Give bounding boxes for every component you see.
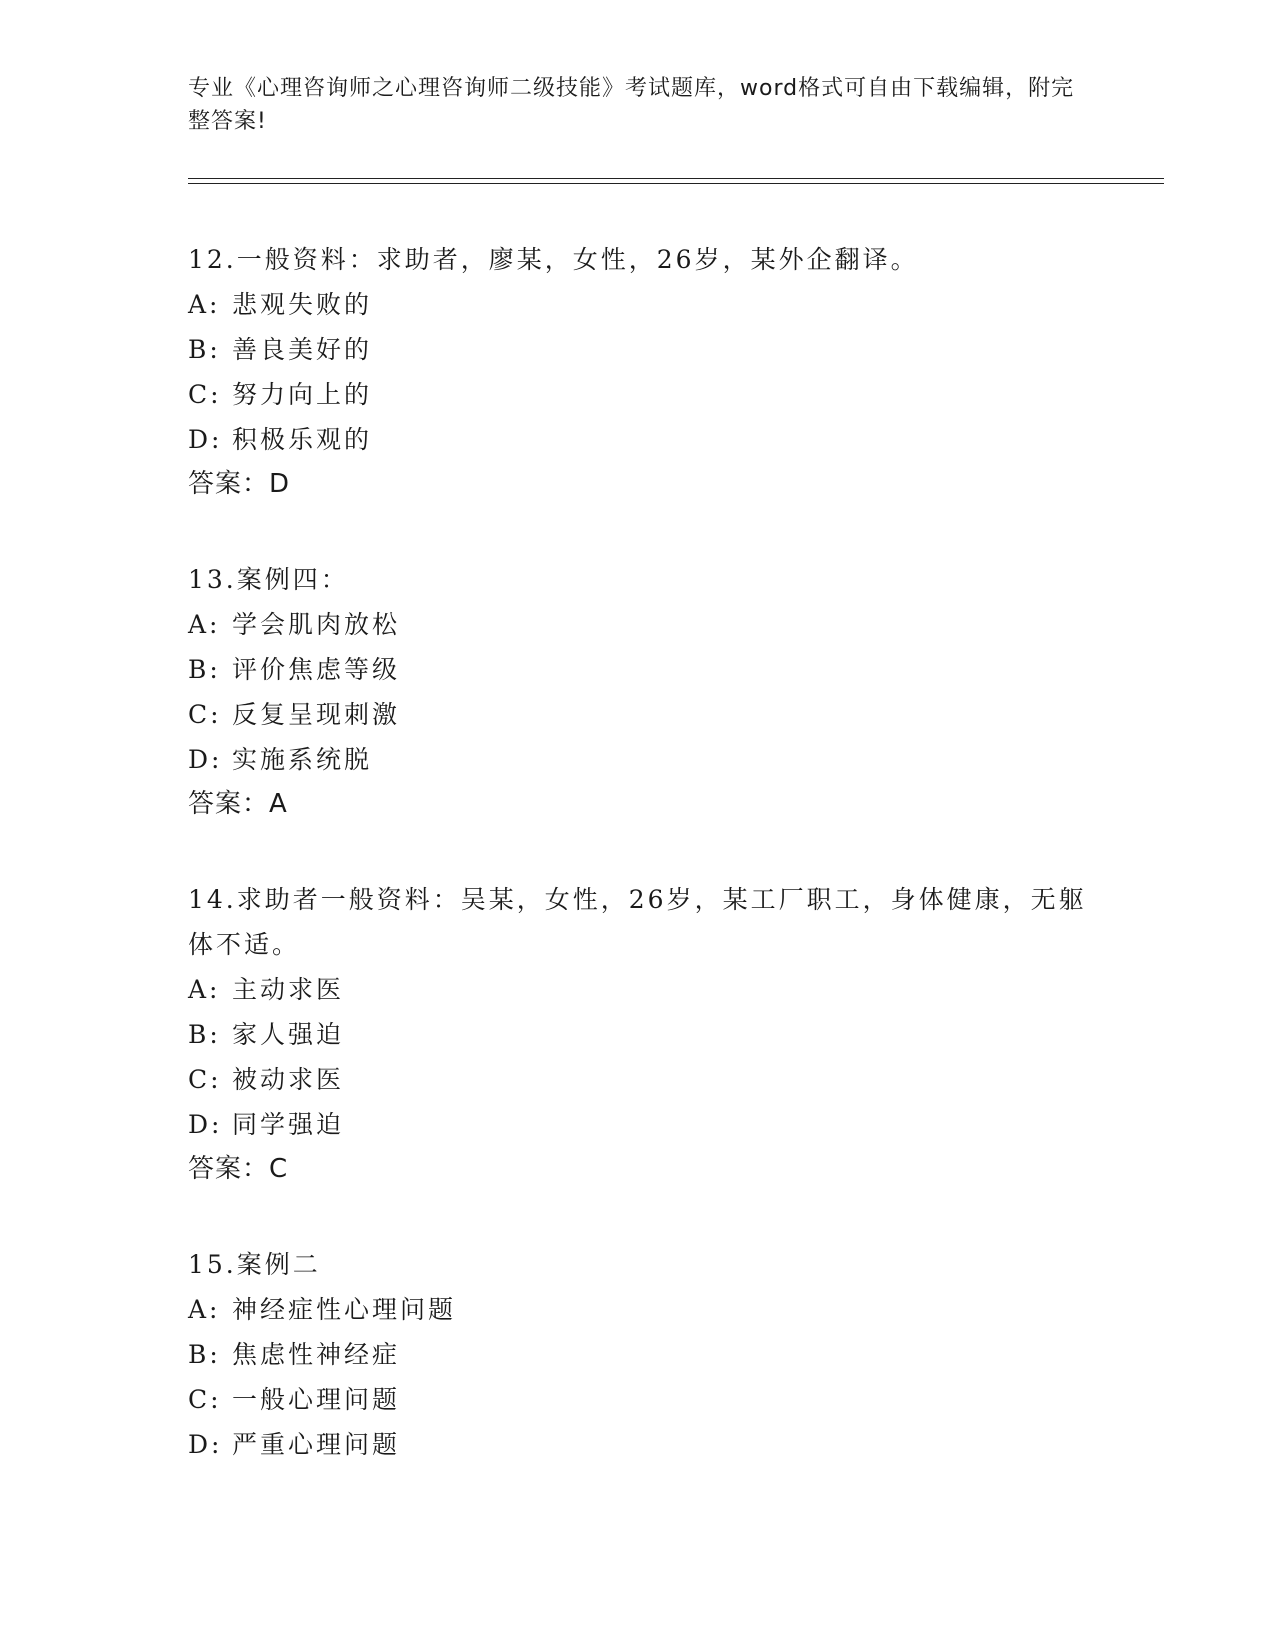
option-key: C: [188,1385,222,1414]
header-divider-top [188,178,1164,179]
question-12 [188,237,1088,507]
option-d [188,1422,1088,1467]
option-key: C: [188,700,222,729]
option-d [188,1102,1088,1147]
option-text: 焦虑性神经症 [232,1340,401,1369]
option-key: B: [188,1020,221,1049]
option-d [188,737,1088,782]
option-key: A: [188,975,221,1004]
question-15 [188,1242,1088,1467]
option-text: 学会肌肉放松 [232,610,401,639]
option-b [188,327,1088,372]
option-b [188,1332,1088,1377]
answer-line: 答案：C [188,1154,289,1184]
option-text: 一般心理问题 [232,1385,401,1414]
option-key: B: [188,335,221,364]
option-key: C: [188,380,222,409]
option-key: B: [188,1340,221,1369]
answer-line: 答案：A [188,789,288,819]
option-a [188,967,1088,1012]
option-key: D: [188,1110,223,1139]
header-divider-bottom [188,183,1164,184]
option-text: 实施系统脱 [232,745,373,774]
answer-line: 答案：D [188,469,291,499]
option-text: 神经症性心理问题 [232,1295,457,1324]
option-c [188,1377,1088,1422]
option-c [188,1057,1088,1102]
option-text: 积极乐观的 [232,425,373,454]
option-key: C: [188,1065,222,1094]
option-text: 努力向上的 [232,380,373,409]
option-key: B: [188,655,221,684]
option-text: 家人强迫 [232,1020,345,1049]
option-key: D: [188,1430,223,1459]
option-a [188,602,1088,647]
option-text: 善良美好的 [232,335,373,364]
option-text: 被动求医 [232,1065,345,1094]
question-stem: 15.案例二 [188,1250,321,1279]
option-key: A: [188,290,221,319]
option-key: D: [188,745,223,774]
option-text: 评价焦虑等级 [232,655,401,684]
option-d [188,417,1088,462]
option-text: 反复呈现刺激 [232,700,401,729]
question-13 [188,557,1088,827]
option-a [188,282,1088,327]
option-b [188,647,1088,692]
question-stem: 13.案例四： [188,565,349,594]
option-c [188,372,1088,417]
option-key: A: [188,1295,221,1324]
option-c [188,692,1088,737]
option-text: 主动求医 [232,975,345,1004]
option-text: 严重心理问题 [232,1430,401,1459]
option-a [188,1287,1088,1332]
option-key: A: [188,610,221,639]
option-key: D: [188,425,223,454]
question-stem: 12.一般资料：求助者，廖某，女性，26岁，某外企翻译。 [188,245,919,274]
question-14 [188,877,1088,1192]
document-header: 专业《心理咨询师之心理咨询师二级技能》考试题库，word格式可自由下载编辑，附完整答案! [188,76,1075,134]
option-text: 同学强迫 [232,1110,345,1139]
question-stem: 14.求助者一般资料：吴某，女性，26岁，某工厂职工，身体健康，无躯体不适。 [188,885,1087,959]
option-text: 悲观失败的 [232,290,373,319]
option-b [188,1012,1088,1057]
